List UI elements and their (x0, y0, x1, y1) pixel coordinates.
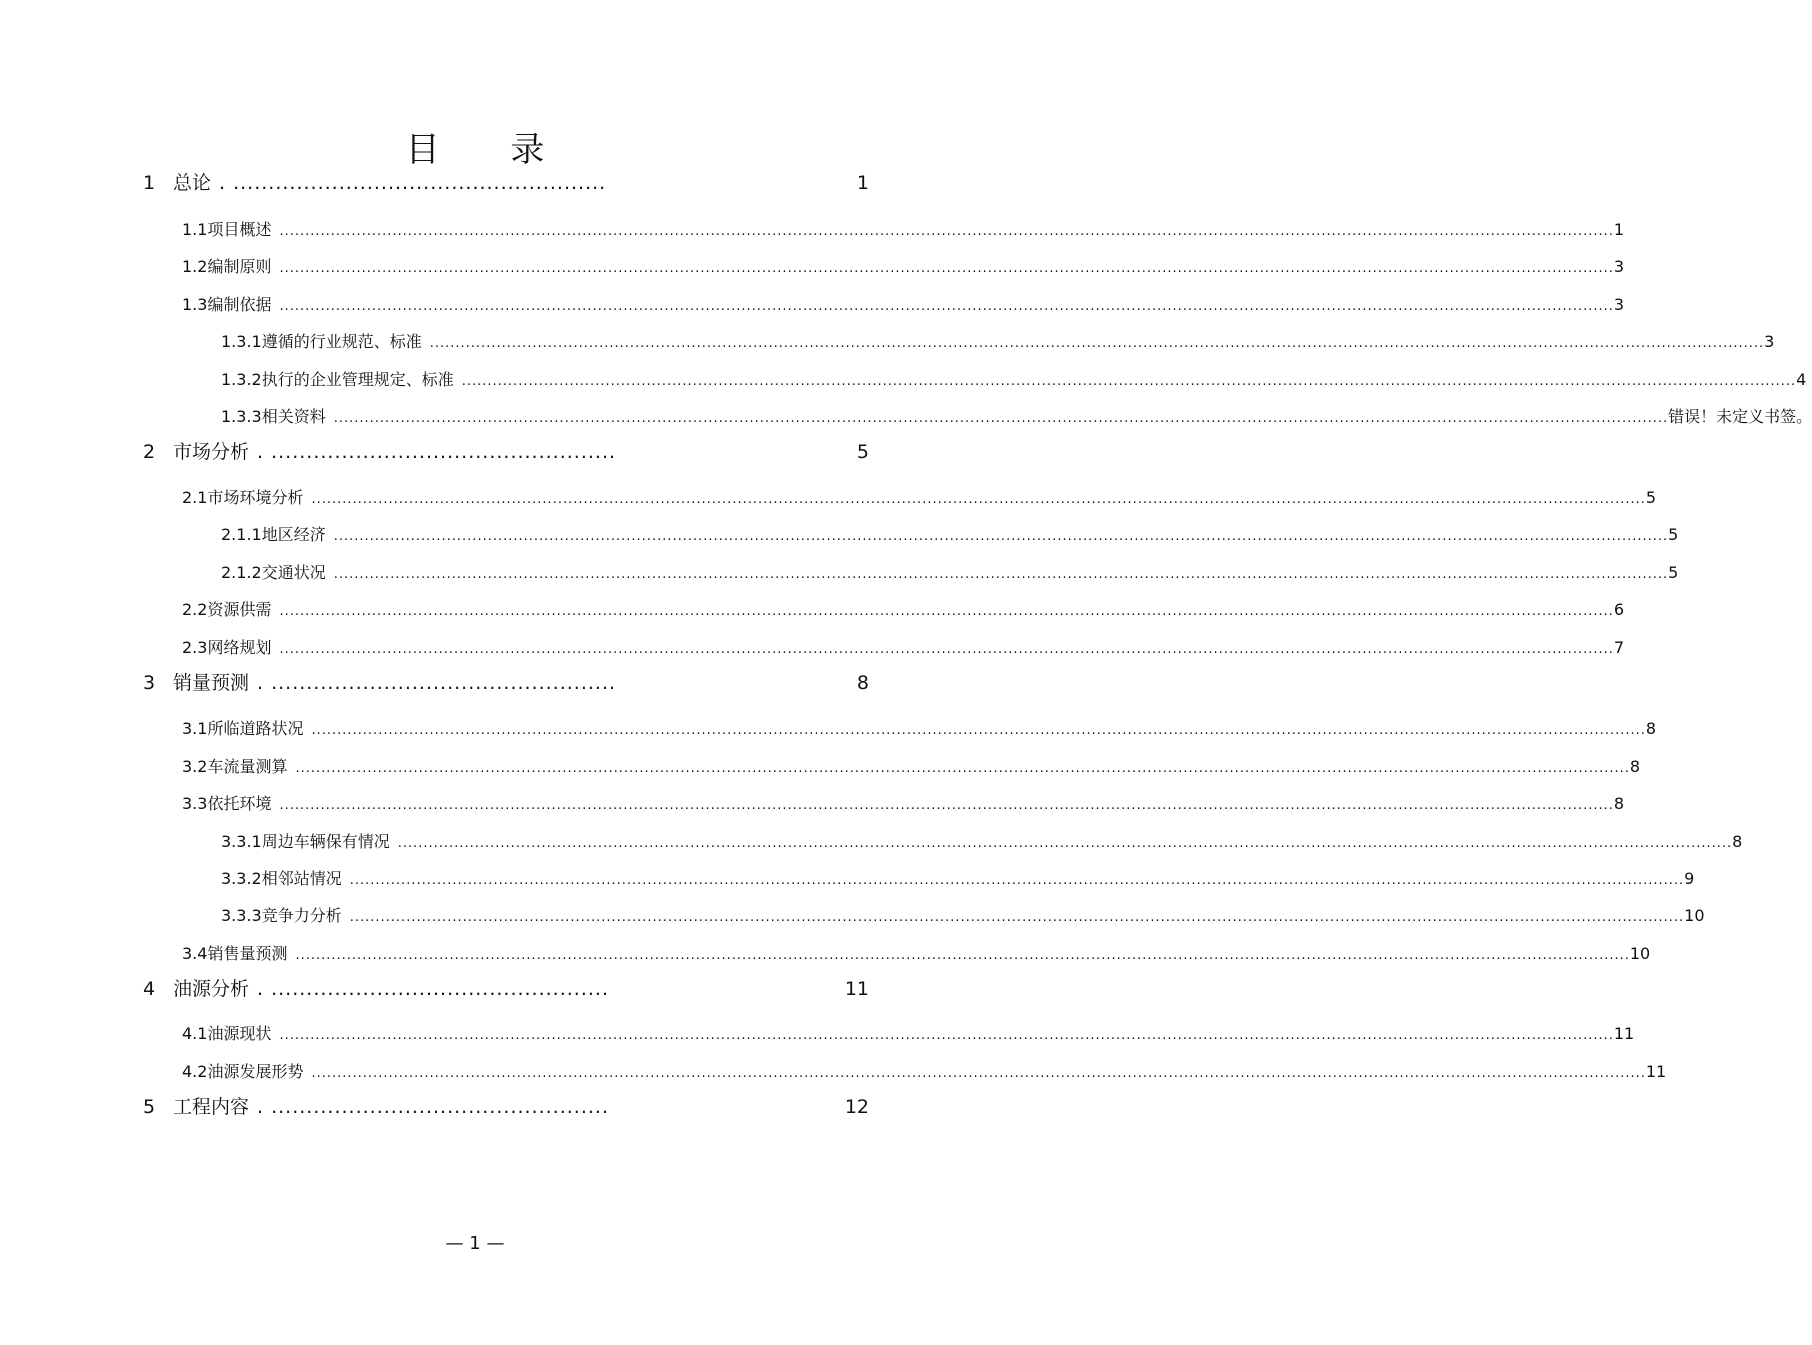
toc-entry[interactable] (221, 829, 1743, 852)
toc-entry-leader: .................................................................................................................................................................................................................................................................... (279, 299, 1614, 314)
toc-entry-page: 7 (1613, 638, 1625, 657)
toc-entry-label: 项目概述 (207, 220, 272, 239)
toc-entry-leader: .................................................................................................................................................................................................................................................................... (279, 1028, 1614, 1043)
toc-entry-number: 4.2 (182, 1062, 208, 1081)
toc-entry-number: 1 (143, 172, 156, 194)
toc-entry-label: 交通状况 (261, 563, 326, 582)
toc-entry-page: 6 (1613, 600, 1625, 619)
toc-entry-number: 3 (143, 672, 156, 694)
toc-entry-number: 5 (143, 1096, 156, 1118)
toc-entry-leader: .................................................................................................................................................................................................................................................................... (333, 567, 1669, 582)
toc-entry-page: 1 (856, 172, 869, 194)
toc-entry-page: 8 (1629, 757, 1641, 776)
toc-entry[interactable] (182, 254, 1625, 277)
toc-entry-page: 8 (856, 672, 869, 694)
toc-entry[interactable] (182, 716, 1657, 739)
toc-entry-leader: .................................................................................................................................................................................................................................................................... (311, 1066, 1646, 1081)
toc-entry-label: 销量预测 (173, 672, 250, 694)
toc-entry-label: 网络规划 (207, 638, 272, 657)
toc-entry-number: 3.4 (182, 944, 208, 963)
toc-entry-leader: .................................................................................................................................................................................................................................................................... (349, 873, 1685, 888)
toc-entry-label: 市场环境分析 (207, 488, 304, 507)
toc-entry-number: 1.3.2 (221, 370, 262, 389)
toc-entry-label: 总论 (173, 172, 212, 194)
toc-entry-label: 编制原则 (207, 257, 272, 276)
toc-entry-leader: .................................................................................................................................................................................................................................................................... (397, 836, 1733, 851)
toc-entry-number: 2.1.2 (221, 563, 262, 582)
toc-entry-leader: .................................................................................................................................................................................................................................................................... (295, 761, 1630, 776)
toc-entry[interactable] (182, 754, 1641, 777)
toc-entry[interactable] (182, 485, 1657, 508)
toc-entry-page: 3 (1613, 295, 1625, 314)
toc-entry-leader: .................................................................................................................................................................................................................................................................... (333, 411, 1669, 426)
toc-entry-number: 1.3.3 (221, 407, 262, 426)
toc-entry-label: 遵循的行业规范、标准 (261, 332, 422, 351)
toc-entry-page: 5 (1668, 563, 1679, 582)
toc-entry[interactable] (221, 903, 1705, 926)
toc-entry-page: 9 (1684, 869, 1695, 888)
toc-entry-label: 市场分析 (173, 441, 250, 463)
toc-entry-label: 依托环境 (207, 794, 272, 813)
toc-entry-label: 执行的企业管理规定、标准 (261, 370, 454, 389)
toc-entry[interactable] (182, 292, 1625, 315)
toc-entry-leader: .................................................................................................................................................................................................................................................................... (279, 261, 1614, 276)
toc-entry-leader: .................................................................................................................................................................................................................................................................... (295, 948, 1630, 963)
toc-entry-number: 4 (143, 978, 156, 1000)
toc-entry-page: 12 (844, 1096, 869, 1118)
toc-entry-number: 3.3.1 (221, 832, 262, 851)
toc-entry[interactable] (182, 791, 1625, 814)
toc-entry-page: 5 (1668, 525, 1679, 544)
toc-entry-leader: . ................................................. (257, 441, 617, 463)
toc-entry-label: 油源发展形势 (207, 1062, 304, 1081)
toc-entry-page: 10 (1629, 944, 1651, 963)
page-number: — 1 — (445, 1233, 505, 1254)
toc-entry-label: 相邻站情况 (261, 869, 342, 888)
toc-entry-label: 编制依据 (207, 295, 272, 314)
toc-entry-page: 5 (856, 441, 869, 463)
toc-entry[interactable] (143, 168, 869, 195)
toc-entry[interactable] (143, 668, 869, 695)
toc-entry-leader: . ................................................ (257, 978, 609, 1000)
toc-entry-number: 3.1 (182, 719, 208, 738)
toc-entry-page: 11 (844, 978, 869, 1000)
toc-entry[interactable] (182, 635, 1625, 658)
toc-entry[interactable] (221, 560, 1679, 583)
toc-entry-number: 1.1 (182, 220, 208, 239)
toc-entry[interactable] (221, 522, 1679, 545)
toc-entry-label: 车流量测算 (207, 757, 288, 776)
toc-entry-page: 3 (1613, 257, 1625, 276)
toc-entry-leader: .................................................................................................................................................................................................................................................................... (349, 910, 1685, 925)
toc-entry-label: 周边车辆保有情况 (261, 832, 390, 851)
toc-entry-leader: .................................................................................................................................................................................................................................................................... (311, 492, 1646, 507)
toc-entry-number: 1.3 (182, 295, 208, 314)
toc-entry[interactable] (182, 1059, 1667, 1082)
toc-entry-page: 3 (1764, 332, 1775, 351)
toc-entry-page: 11 (1613, 1024, 1635, 1043)
toc-entry-leader: .................................................................................................................................................................................................................................................................... (333, 529, 1669, 544)
toc-entry-page: 1 (1613, 220, 1625, 239)
toc-entry-number: 4.1 (182, 1024, 208, 1043)
toc-entry-page: 11 (1645, 1062, 1667, 1081)
toc-entry[interactable] (143, 974, 869, 1001)
toc-entry-page: 10 (1684, 906, 1705, 925)
toc-entry-number: 2.3 (182, 638, 208, 657)
toc-entry-leader: .................................................................................................................................................................................................................................................................... (311, 723, 1646, 738)
toc-entry-label: 工程内容 (173, 1096, 250, 1118)
toc-entry-number: 2.1 (182, 488, 208, 507)
toc-entry-number: 3.3 (182, 794, 208, 813)
toc-entry-label: 资源供需 (207, 600, 272, 619)
toc-entry[interactable] (221, 367, 1807, 390)
toc-entry-page: 8 (1645, 719, 1657, 738)
toc-entry-number: 2 (143, 441, 156, 463)
toc-entry[interactable] (221, 866, 1695, 889)
toc-entry[interactable] (221, 404, 1812, 427)
toc-entry-label: 油源分析 (173, 978, 250, 1000)
toc-entry[interactable] (143, 437, 869, 464)
toc-entry-number: 3.3.2 (221, 869, 262, 888)
toc-entry-leader: .................................................................................................................................................................................................................................................................... (461, 374, 1797, 389)
toc-entry-page: 5 (1645, 488, 1657, 507)
toc-entry-leader: . ................................................. (257, 672, 617, 694)
toc-entry-label: 地区经济 (261, 525, 326, 544)
toc-entry-page: 错误！未定义书签。 (1668, 407, 1812, 426)
toc-entry-label: 所临道路状况 (207, 719, 304, 738)
toc-entry-page: 8 (1613, 794, 1625, 813)
toc-entry-number: 3.2 (182, 757, 208, 776)
toc-entry-number: 3.3.3 (221, 906, 262, 925)
toc-entry[interactable] (182, 1021, 1635, 1044)
toc-entry-page: 4 (1796, 370, 1807, 389)
toc-entry-page: 8 (1732, 832, 1743, 851)
toc-entry-leader: .................................................................................................................................................................................................................................................................... (279, 642, 1614, 657)
toc-entry-number: 2.2 (182, 600, 208, 619)
toc-entry[interactable] (182, 941, 1651, 964)
toc-entry-number: 1.2 (182, 257, 208, 276)
toc-entry-leader: .................................................................................................................................................................................................................................................................... (279, 604, 1614, 619)
toc-entry-label: 相关资料 (261, 407, 326, 426)
toc-entry[interactable] (221, 329, 1775, 352)
toc-entry-label: 竞争力分析 (261, 906, 342, 925)
toc-entry-leader: .................................................................................................................................................................................................................................................................... (279, 798, 1614, 813)
toc-entry-leader: .................................................................................................................................................................................................................................................................... (279, 224, 1614, 239)
toc-entry-label: 销售量预测 (207, 944, 288, 963)
toc-entry[interactable] (143, 1092, 869, 1119)
toc-entry-number: 2.1.1 (221, 525, 262, 544)
toc-entry-leader: . ................................................ (257, 1096, 609, 1118)
toc-entry-leader: .................................................................................................................................................................................................................................................................... (429, 336, 1765, 351)
toc-entry-number: 1.3.1 (221, 332, 262, 351)
page-title: 目 录 (405, 130, 575, 170)
toc-entry-leader: . ..................................................... (219, 172, 607, 194)
toc-entry-label: 油源现状 (207, 1024, 272, 1043)
toc-entry[interactable] (182, 597, 1625, 620)
toc-entry[interactable] (182, 217, 1625, 240)
